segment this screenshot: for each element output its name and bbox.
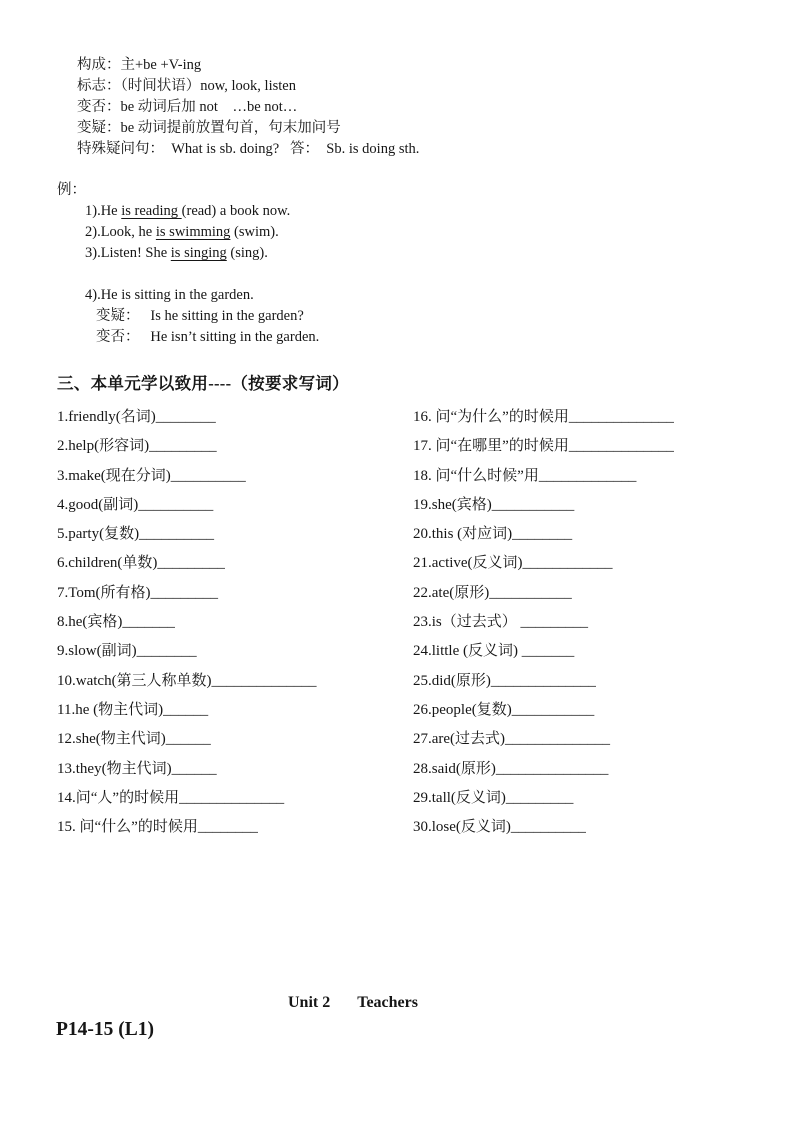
exercise-item-1: 1.friendly(名词)________ — [57, 409, 216, 425]
exercise-item-8: 8.he(宾格)_______ — [57, 614, 175, 631]
section-heading: 三、本单元学以致用----（按要求写词） — [57, 374, 349, 393]
exercise-item-21: 21.active(反义词)____________ — [413, 555, 613, 572]
exercise-item-10: 10.watch(第三人称单数)______________ — [57, 672, 317, 689]
example-sentence-1 — [85, 201, 290, 222]
grammar-line-special-question: 特殊疑问句： What is sb. doing? 答： Sb. is doing sth. — [77, 141, 420, 157]
unit-number: Unit 2 — [288, 994, 331, 1011]
exercise-item-4: 4.good(副词)__________ — [57, 496, 214, 513]
exercise-item-18: 18. 问“什么时候”用_____________ — [413, 467, 637, 484]
grammar-line-question: 变疑：be 动词提前放置句首，句末加问号 — [77, 120, 341, 136]
exercise-item-22: 22.ate(原形)___________ — [413, 584, 572, 601]
exercise-item-25: 25.did(原形)______________ — [413, 672, 596, 689]
examples-label: 例： — [57, 182, 86, 198]
exercise-item-11: 11.he (物主代词)______ — [57, 701, 209, 718]
exercise-right-column — [413, 403, 783, 842]
example-3-post: (sing). — [226, 245, 268, 261]
example-4-question-form: 变疑： Is he sitting in the garden? — [96, 308, 304, 324]
exercise-item-5: 5.party(复数)__________ — [57, 526, 215, 543]
example-1-post: (read) a book now. — [181, 203, 291, 219]
exercise-item-14: 14.问“人”的时候用______________ — [57, 789, 285, 806]
grammar-summary-block — [77, 55, 419, 160]
example-1-pre: 1).He — [85, 203, 122, 219]
exercise-item-27: 27.are(过去式)______________ — [413, 731, 611, 748]
grammar-line-structure: 构成：主+be +V-ing — [77, 57, 202, 73]
exercise-item-23: 23.is（过去式） _________ — [413, 614, 589, 631]
example-sentence-3 — [85, 243, 290, 264]
exercise-item-19: 19.she(宾格)___________ — [413, 496, 575, 513]
exercise-item-12: 12.she(物主代词)______ — [57, 731, 211, 748]
example-2-underlined-answer: is swimming — [155, 224, 231, 240]
example-3-underlined-answer: is singing — [170, 245, 227, 261]
grammar-line-negative: 变否：be 动词后加 not …be not… — [77, 99, 298, 115]
grammar-line-markers: 标志：（时间状语）now, look, listen — [77, 78, 296, 94]
exercise-item-2: 2.help(形容词)_________ — [57, 438, 217, 455]
exercise-item-15: 15. 问“什么”的时候用________ — [57, 819, 258, 836]
exercise-item-17: 17. 问“在哪里”的时候用______________ — [413, 438, 674, 455]
exercise-item-30: 30.lose(反义词)__________ — [413, 819, 586, 836]
exercise-item-13: 13.they(物主代词)______ — [57, 760, 217, 777]
exercise-item-29: 29.tall(反义词)_________ — [413, 789, 574, 806]
example-4-block — [85, 285, 319, 348]
unit-name: Teachers — [357, 994, 418, 1011]
exercise-item-3: 3.make(现在分词)__________ — [57, 467, 246, 484]
examples-list — [85, 201, 290, 264]
example-sentence-4: 4).He is sitting in the garden. — [85, 287, 254, 303]
exercise-item-7: 7.Tom(所有格)_________ — [57, 584, 219, 601]
exercise-item-16: 16. 问“为什么”的时候用______________ — [413, 409, 674, 425]
exercise-item-28: 28.said(原形)_______________ — [413, 760, 609, 777]
example-sentence-2 — [85, 222, 290, 243]
unit-title — [288, 994, 418, 1012]
word-exercise-list — [57, 403, 783, 842]
example-1-underlined-answer: is reading — [121, 203, 182, 219]
exercise-item-26: 26.people(复数)___________ — [413, 701, 595, 718]
example-4-negative-form: 变否： He isn’t sitting in the garden. — [96, 329, 320, 345]
exercise-item-20: 20.this (对应词)________ — [413, 526, 573, 543]
page-reference: P14-15 (L1) — [56, 1019, 155, 1040]
exercise-left-column — [57, 403, 413, 842]
example-2-pre: 2).Look, he — [85, 224, 156, 240]
example-2-post: (swim). — [230, 224, 279, 240]
example-3-pre: 3).Listen! She — [85, 245, 171, 261]
exercise-item-6: 6.children(单数)_________ — [57, 555, 225, 572]
exercise-item-24: 24.little (反义词) _______ — [413, 643, 575, 660]
exercise-item-9: 9.slow(副词)________ — [57, 643, 197, 660]
